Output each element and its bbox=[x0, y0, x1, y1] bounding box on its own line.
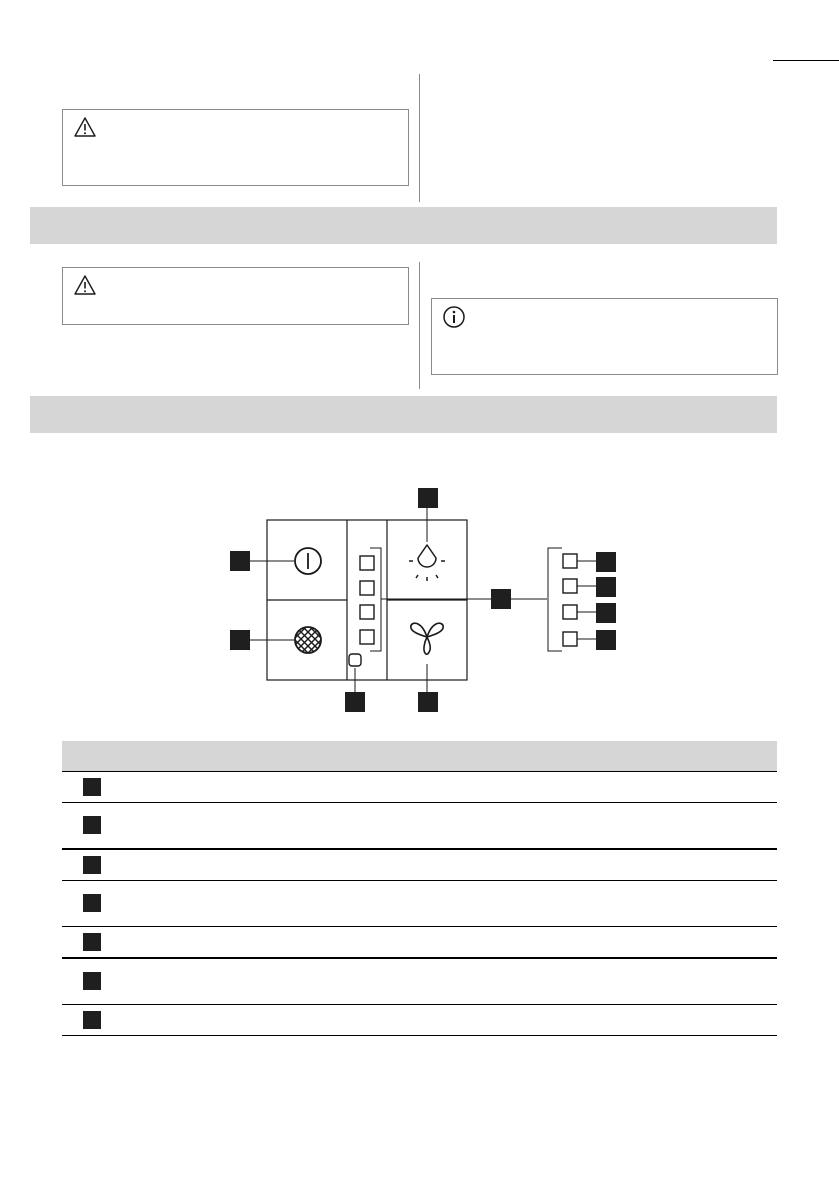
callout-marker-power bbox=[230, 551, 250, 571]
legend-table bbox=[62, 741, 777, 1036]
table-row bbox=[62, 803, 777, 850]
row-marker bbox=[83, 972, 101, 990]
callout-marker-filter bbox=[230, 630, 250, 650]
table-row bbox=[62, 881, 777, 927]
fan-speed-indicator-1 bbox=[360, 556, 374, 570]
grease-filter-icon bbox=[286, 624, 330, 668]
callout-marker-light bbox=[418, 488, 438, 508]
callout-marker-fan bbox=[418, 692, 438, 712]
power-icon bbox=[295, 548, 321, 574]
legend-indicator-box-3 bbox=[563, 605, 577, 619]
light-bulb-icon bbox=[409, 545, 445, 581]
table-row bbox=[62, 772, 777, 803]
row-marker bbox=[83, 856, 101, 874]
callout-marker-indicators bbox=[491, 589, 511, 609]
legend-indicator-box-4 bbox=[563, 632, 577, 646]
callout-marker-speed-4 bbox=[596, 630, 616, 650]
fan-speed-indicator-4 bbox=[360, 630, 374, 644]
fan-speed-indicator-2 bbox=[360, 581, 374, 595]
table-row bbox=[62, 850, 777, 881]
filter-indicator bbox=[349, 654, 361, 666]
fan-icon bbox=[411, 623, 443, 654]
row-marker bbox=[83, 894, 101, 912]
legend-indicator-box-2 bbox=[563, 579, 577, 593]
table-row bbox=[62, 1005, 777, 1036]
callout-marker-speed-2 bbox=[596, 577, 616, 597]
table-row bbox=[62, 927, 777, 959]
row-marker bbox=[83, 1011, 101, 1029]
callout-marker-speed-3 bbox=[596, 603, 616, 623]
table-row bbox=[62, 959, 777, 1005]
row-marker bbox=[83, 778, 101, 796]
fan-speed-indicator-3 bbox=[360, 605, 374, 619]
callout-marker-speed-1 bbox=[596, 552, 616, 572]
row-marker bbox=[83, 816, 101, 834]
row-marker bbox=[83, 933, 101, 951]
legend-table-header bbox=[62, 741, 777, 772]
legend-indicator-box-1 bbox=[563, 554, 577, 568]
callout-marker-filter-indicator bbox=[345, 692, 365, 712]
